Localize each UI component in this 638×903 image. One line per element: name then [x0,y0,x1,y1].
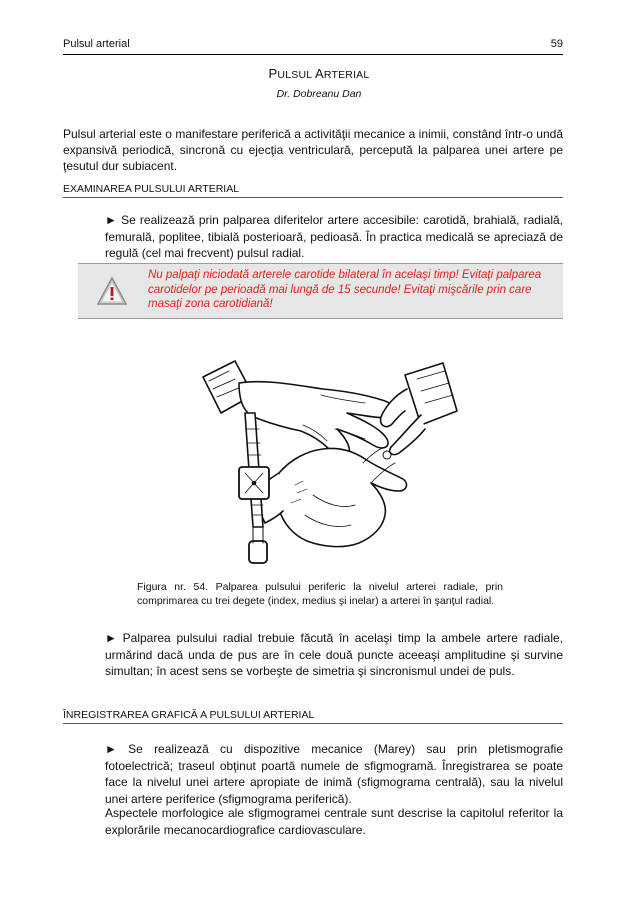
title-initial-1: P [268,66,278,81]
examination-paragraph: ► Se realizează prin palparea diferitelor artere accesibile: carotidă, brahială, radială, femurală, poplitee, tibială posterioară, pedioasă. În practica medicală se apreciază de regulă (cel mai frecvent) pulsul radial. [105,213,563,260]
intro-paragraph: Pulsul arterial este o manifestare periferică a activităţii mecanice a inimii, constând într-o undă expansivă periodică, sincronă cu ejecţia ventriculară, percepută la palparea unei artere pe ţesutul dur subiacent. [63,127,563,173]
warning-box [78,263,563,319]
page-title [0,66,638,81]
warning-text: Nu palpaţi niciodată arterele carotide bilateral în acelaşi timp! Evitaţi palparea carotidelor pe perioadă mai lungă de 15 secunde! Evitaţi mişcările prin care masaţi zona carotidiană! [148,269,542,310]
title-rest-1: ULSUL [277,69,315,81]
section-heading-examination: EXAMINAREA PULSULUI ARTERIAL [63,183,563,198]
recording-paragraph: ► Se realizează cu dispozitive mecanice (Marey) sau prin pletismografie fotoelectrică; traseul obţinut poartă numele de sfigmogramă. Înregistrarea se poate face la nivelul unei artere apropiate de inimă (sfigmograma centrală), sau la nivelul unei artere periferice (sfigmograma periferică). [105,742,563,806]
warning-triangle-icon [96,276,128,306]
morphology-paragraph: Aspectele morfologice ale sfigmogramei centrale sunt descrise la capitolul referitor la explorările mecanocardiografice cardiovasculare. [105,806,563,837]
page-number: 59 [550,38,563,50]
bilateral-palpation-paragraph: ► Palparea pulsului radial trebuie făcută în acelaşi timp la ambele artere radiale, urmărind dacă unda de pus are în cele două puncte aceeaşi amplitudine şi survine simultan; în acest sens se vorbeşte de simetria şi sincronismul undei de puls. [105,631,563,678]
radial-pulse-palpation-illustration [195,355,470,580]
running-title: Pulsul arterial [63,38,130,50]
section-heading-graphic-recording: ÎNREGISTRAREA GRAFICĂ A PULSULUI ARTERIAL [63,709,563,724]
title-initial-2: A [315,66,324,81]
title-rest-2: RTERIAL [323,69,370,81]
running-header [63,38,563,55]
figure-caption: Figura nr. 54. Palparea pulsului periferic la nivelul arterei radiale, prin comprimarea cu trei degete (index, medius şi inelar) a arterei în şanţul radial. [137,581,503,607]
author-name: Dr. Dobreanu Dan [276,88,362,100]
